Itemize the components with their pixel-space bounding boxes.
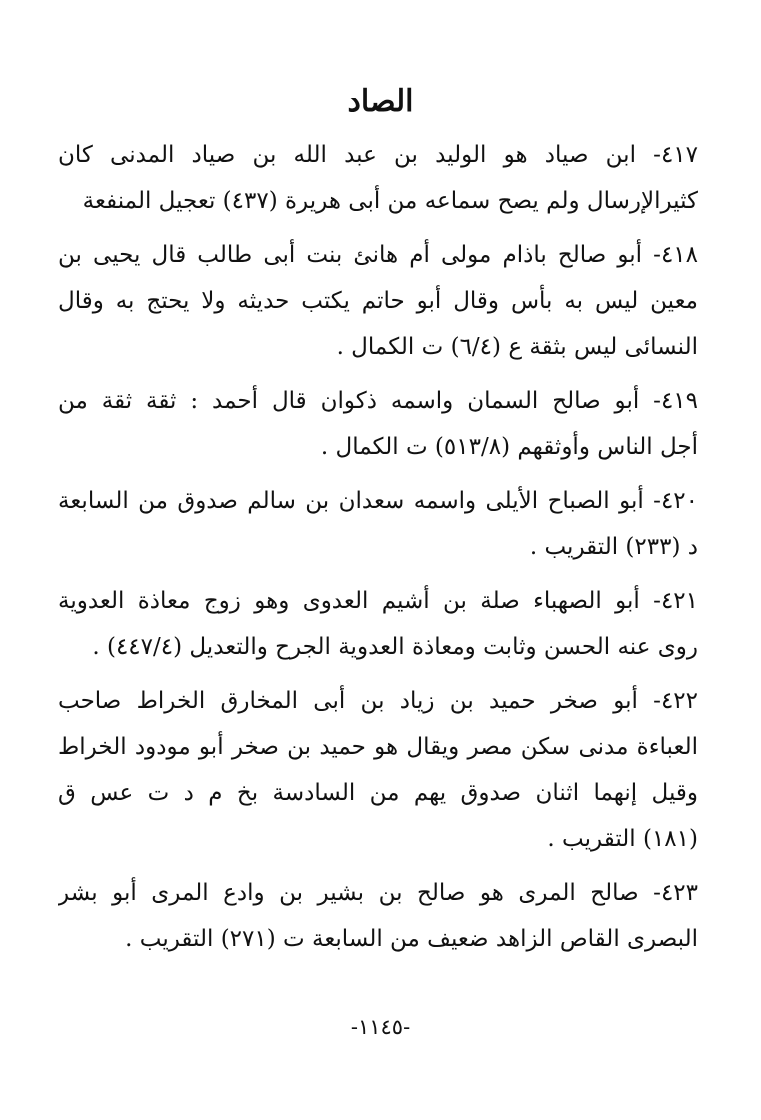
entry-line: ٤٢٠- أبو الصباح الأيلى واسمه سعدان بن سالم صدوق من السابعة [58,488,698,514]
entry-line: (١٨١) التقريب . [547,826,698,852]
entry-line: العباءة مدنى سكن مصر ويقال هو حميد بن صخر أبو مودود الخراط [58,734,698,760]
entry-line: روى عنه الحسن وثابت ومعاذة العدوية الجرح والتعديل (٤٤٧/٤) . [92,634,698,660]
entry-line: البصرى القاص الزاهد ضعيف من السابعة ت (٢٧١) التقريب . [125,926,698,952]
entry-line: ٤١٩- أبو صالح السمان واسمه ذكوان قال أحمد : ثقة ثقة من [58,388,698,414]
entry-line: كثيرالإرسال ولم يصح سماعه من أبى هريرة (٤٣٧) تعجيل المنفعة [82,188,698,214]
entry-line: ٤٢١- أبو الصهباء صلة بن أشيم العدوى وهو زوج معاذة العدوية [58,588,698,614]
entry-422 [58,678,698,862]
entry-420 [58,478,698,570]
section-heading: الصاد [347,84,414,119]
entry-421 [58,578,698,670]
entry-417 [58,132,698,224]
entry-line: النسائى ليس بثقة ع (٦/٤) ت الكمال . [336,334,698,360]
entry-line: معين ليس به بأس وقال أبو حاتم يكتب حديثه ولا يحتج به وقال [58,288,698,314]
entry-line: د (٢٣٣) التقريب . [529,534,698,560]
entries-list [58,132,698,970]
entry-line: ٤١٨- أبو صالح باذام مولى أم هانئ بنت أبى طالب قال يحيى بن [58,242,698,268]
entry-line: ٤٢٢- أبو صخر حميد بن زياد بن أبى المخارق الخراط صاحب [58,688,698,714]
page-number: -١١٤٥- [350,1015,411,1039]
entry-419 [58,378,698,470]
entry-line: أجل الناس وأوثقهم (٥١٣/٨) ت الكمال . [320,434,698,460]
entry-line: وقيل إنهما اثنان صدوق يهم من السادسة بخ م د ت عس ق [58,780,698,806]
entry-line: ٤٢٣- صالح المرى هو صالح بن بشير بن وادع المرى أبو بشر [58,880,698,906]
entry-423 [58,870,698,962]
entry-418 [58,232,698,370]
entry-line: ٤١٧- ابن صياد هو الوليد بن عبد الله بن صياد المدنى كان [58,142,698,168]
